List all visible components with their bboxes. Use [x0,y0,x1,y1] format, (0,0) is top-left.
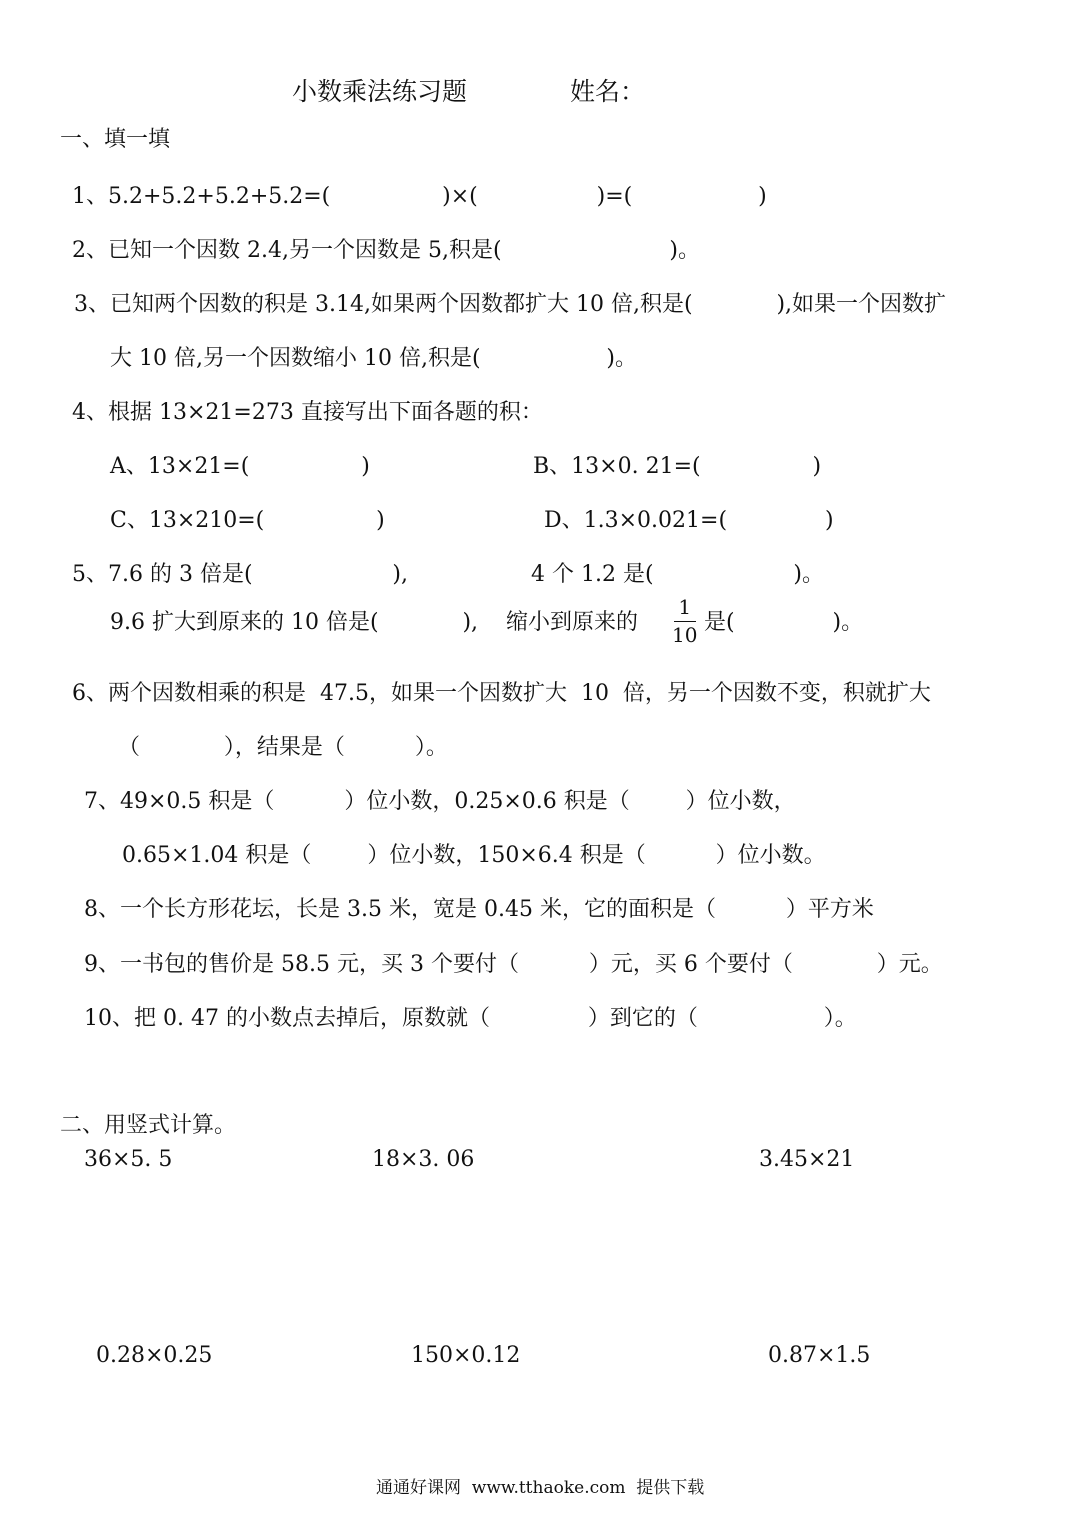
question-4-b: B、13×0. 21=( ) [533,454,822,479]
vertical-calc-problem: 0.28×0.25 [96,1343,213,1368]
vertical-calc-problem: 18×3. 06 [372,1147,475,1172]
name-label: 姓名： [570,77,646,106]
question-7-line-1: 7、49×0.5 积是（ ）位小数，0.25×0.6 积是（ ）位小数， [84,789,796,814]
page-title: 小数乘法练习题 [292,77,468,106]
question-5-a: 5、7.6 的 3 倍是( ), [72,562,408,587]
vertical-calc-problem: 3.45×21 [759,1147,855,1172]
fraction-one-tenth [672,596,697,646]
question-8: 8、一个长方形花坛，长是 3.5 米，宽是 0.45 米，它的面积是（ ）平方米 [84,897,874,922]
question-5-c: 9.6 扩大到原来的 10 倍是( ), 缩小到原来的 [110,610,639,635]
vertical-calc-problem: 0.87×1.5 [768,1343,871,1368]
fraction-bar [674,621,696,622]
question-10: 10、把 0. 47 的小数点去掉后，原数就（ ）到它的（ ）。 [84,1006,857,1031]
question-5-b: 4 个 1.2 是( )。 [531,562,824,587]
question-9: 9、一书包的售价是 58.5 元，买 3 个要付（ ）元，买 6 个要付（ ）元。 [84,952,943,977]
section-2-heading: 二、用竖式计算。 [60,1113,237,1138]
question-1: 1、5.2+5.2+5.2+5.2=( )×( )=( ) [72,184,767,209]
question-6-line-2: （ ），结果是（ ）。 [118,735,448,760]
vertical-calc-problem: 150×0.12 [411,1343,521,1368]
question-4-c: C、13×210=( ) [110,508,385,533]
question-4-d: D、1.3×0.021=( ) [544,508,834,533]
question-3-line-2: 大 10 倍,另一个因数缩小 10 倍,积是( )。 [110,346,637,371]
fraction-numerator: 1 [678,595,692,619]
question-2: 2、已知一个因数 2.4,另一个因数是 5,积是( )。 [72,238,700,263]
vertical-calc-problem: 36×5. 5 [84,1147,173,1172]
question-4: 4、根据 13×21=273 直接写出下面各题的积： [72,400,543,425]
question-4-a: A、13×21=( ) [110,454,370,479]
question-6-line-1: 6、两个因数相乘的积是 47.5，如果一个因数扩大 10 倍，另一个因数不变，积就扩大 [72,681,931,706]
fraction-denominator: 10 [672,623,698,647]
question-5-d: 是( )。 [704,610,864,635]
question-7-line-2: 0.65×1.04 积是（ ）位小数，150×6.4 积是（ ）位小数。 [122,843,826,868]
footer-credit: 通通好课网 www.tthaoke.com 提供下载 [376,1478,705,1498]
question-3-line-1: 3、已知两个因数的积是 3.14,如果两个因数都扩大 10 倍,积是( ),如果一个因数扩 [74,292,947,317]
section-1-heading: 一、填一填 [60,127,171,152]
